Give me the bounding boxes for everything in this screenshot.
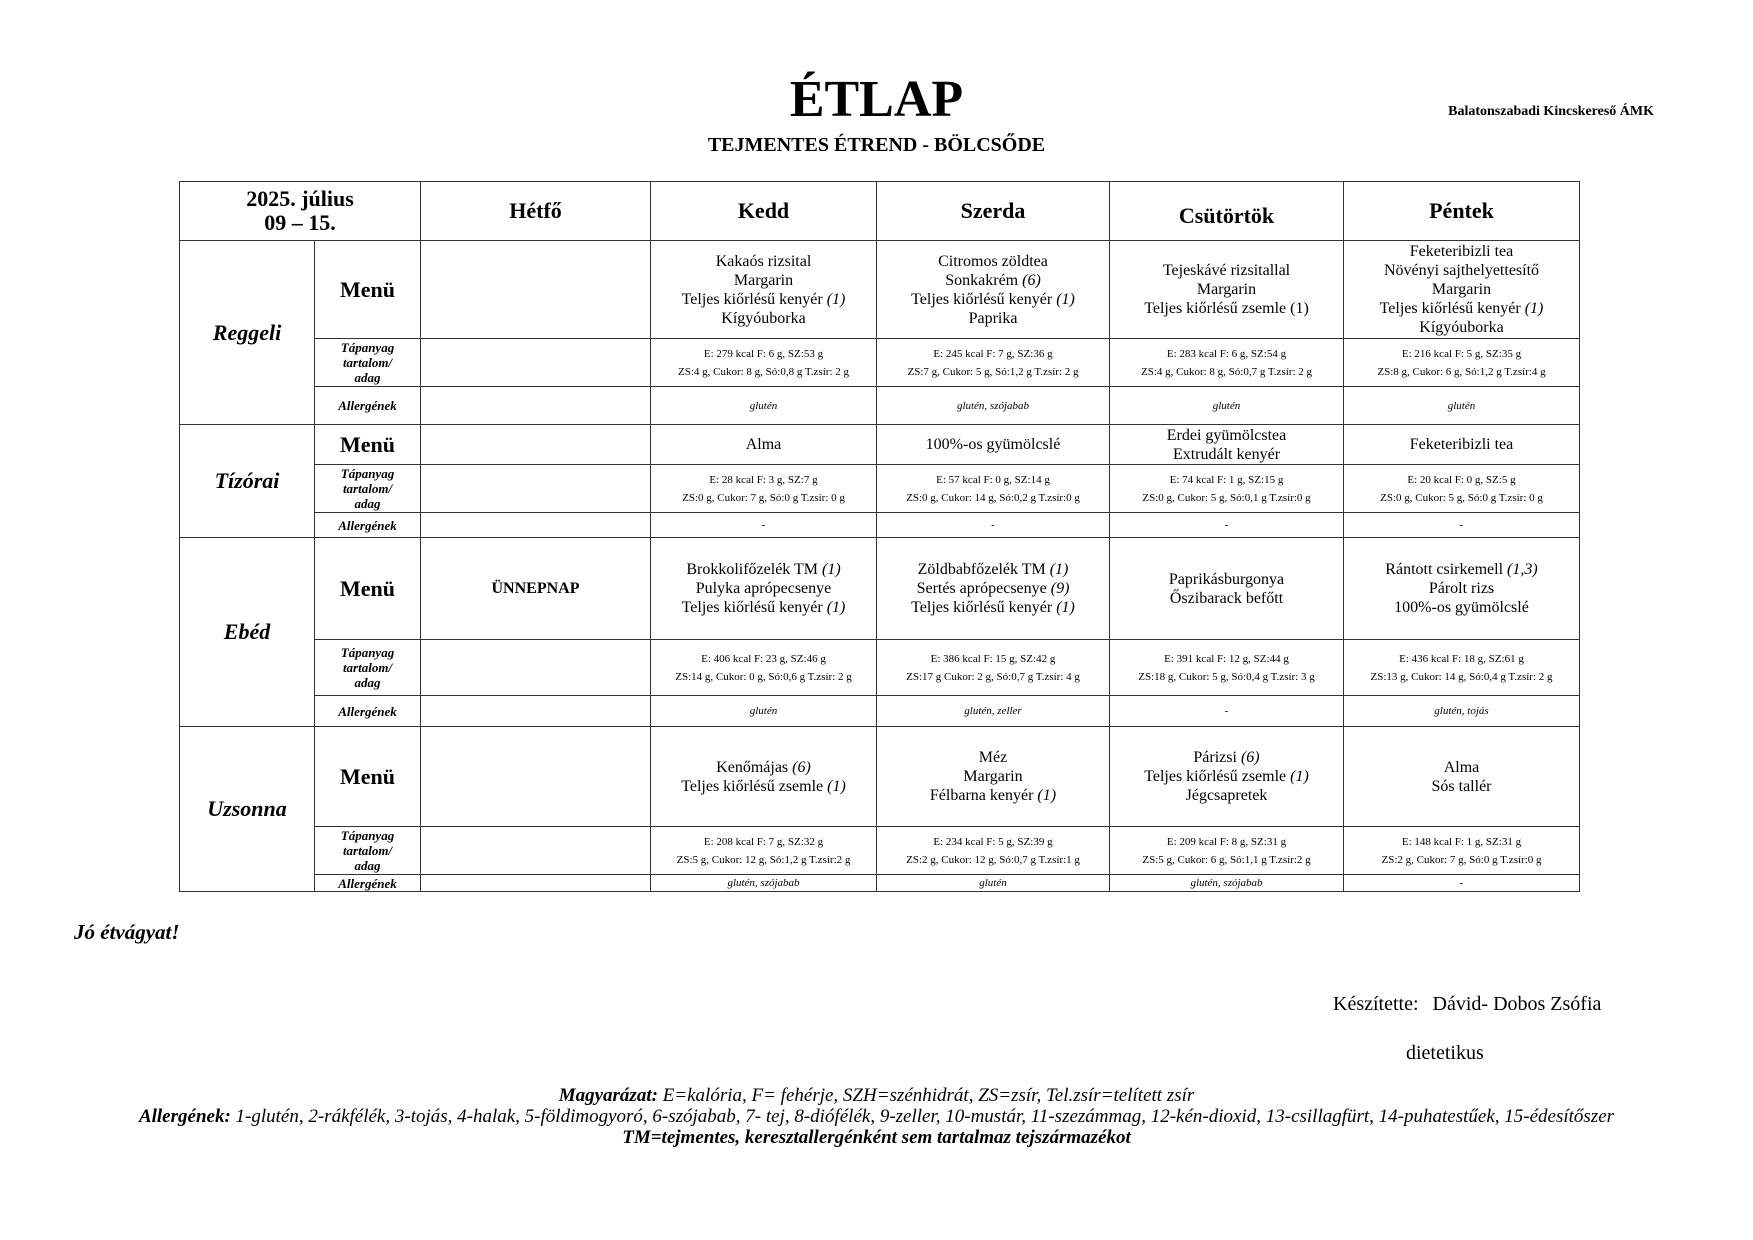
menu-cell-wednesday [877,727,1110,827]
allergen-cell-thursday: glutén, szójabab [1110,875,1344,892]
dish-line [1114,280,1339,299]
row-label-nutrition [315,827,421,875]
menu-cell-wednesday [877,425,1110,465]
dish-allergen-code: (1) [1037,787,1057,804]
dish-name: Teljes kiőrlésű kenyér [681,290,823,308]
dish-name: Pulyka aprópecsenye [695,580,832,597]
dish-name: Extrudált kenyér [1172,445,1281,463]
dish-line [881,271,1105,290]
row-label-menu: Menü [315,241,421,339]
nutrition-label-line: adag [354,496,381,511]
meal-allergen-row [180,513,1580,538]
menu-cell-monday [421,727,651,827]
dish-allergen-code: (9) [1050,580,1070,597]
dish-name: Kakaós rizsital [715,252,812,270]
organization-name: Balatonszabadi Kincskereső ÁMK [1448,104,1654,119]
dish-line [1114,570,1339,589]
dish-name: Méz [978,749,1008,766]
nutrition-cell-wednesday [877,640,1110,696]
menu-cell-friday [1344,727,1580,827]
row-label-nutrition [315,339,421,387]
menu-cell-friday [1344,241,1580,339]
dish-allergen-code: (1) [822,561,841,578]
nutrition-cell-thursday [1110,640,1344,696]
dish-line [1348,318,1575,337]
row-label-nutrition [315,640,421,696]
meal-nutrition-row [180,339,1580,387]
dish-line [1114,786,1339,805]
dish-line [881,309,1105,328]
day-header-monday: Hétfő [421,182,651,241]
nutrition-line-2: ZS:5 g, Cukor: 12 g, Só:1,2 g T.zsír:2 g [676,853,851,866]
nutrition-line-2: ZS:2 g, Cukor: 7 g, Só:0 g T.zsír:0 g [1381,853,1542,866]
nutrition-line-2: ZS:0 g, Cukor: 14 g, Só:0,2 g T.zsír:0 g [906,491,1080,504]
row-label-allergens: Allergének [315,875,421,892]
dish-line [1114,426,1339,445]
nutrition-cell-wednesday [877,339,1110,387]
day-header-tuesday: Kedd [651,182,877,241]
nutrition-line-1: E: 436 kcal F: 18 g, SZ:61 g [1399,652,1524,665]
dish-line [1114,445,1339,464]
nutrition-line-2: ZS:8 g, Cukor: 6 g, Só:1,2 g T.zsír:4 g [1377,365,1546,378]
nutrition-label-line: tartalom/ [342,843,393,858]
meal-allergen-row [180,696,1580,727]
prepared-by-label: Készítette: [1333,993,1419,1015]
tm-note-text: TM=tejmentes, keresztallergénként sem tartalmaz tejszármazékot [622,1127,1131,1148]
allergen-cell-friday: - [1344,513,1580,538]
legend-text: E=kalória, F= fehérje, SZH=szénhidrát, ZS=zsír, Tel.zsír=telített zsír [662,1085,1195,1106]
dish-line [881,435,1105,454]
dish-name: Kígyóuborka [1419,319,1504,336]
allergen-cell-tuesday: glutén [651,696,877,727]
nutrition-label-line: Tápanyag [340,828,395,843]
dish-name: Paprika [968,309,1018,327]
nutrition-line-2: ZS:14 g, Cukor: 0 g, Só:0,6 g T.zsír: 2 g [675,670,852,683]
menu-cell-monday [421,538,651,640]
dish-name: 100%-os gyümölcslé [1394,599,1529,616]
allergen-legend-label: Allergének: [138,1106,231,1127]
day-header-thursday: Csütörtök [1110,182,1344,241]
dish-name: Sertés aprópecsenye [916,580,1047,597]
nutrition-cell-friday [1344,465,1580,513]
nutrition-cell-friday [1344,339,1580,387]
dish-name: Párizsi [1193,749,1237,766]
dish-allergen-code: (1) [1524,300,1544,317]
dish-name: Alma [745,436,782,453]
nutrition-cell-thursday [1110,465,1344,513]
nutrition-line-1: E: 20 kcal F: 0 g, SZ:5 g [1407,473,1516,486]
dish-name: Kígyóuborka [721,309,806,327]
meal-nutrition-row [180,827,1580,875]
nutrition-label-line: adag [354,675,381,690]
menu-table [179,181,1580,892]
nutrition-line-1: E: 209 kcal F: 8 g, SZ:31 g [1166,835,1287,848]
dish-name: Teljes kiőrlésű kenyér [681,599,823,616]
dish-name: Margarin [733,271,794,289]
nutrition-label-line: adag [354,858,381,873]
allergen-cell-tuesday: glutén [651,387,877,425]
dish-line [881,786,1105,805]
dish-line [1114,299,1339,318]
dish-name: Citromos zöldtea [938,252,1048,270]
dish-line [1348,299,1575,318]
nutrition-line-2: ZS:7 g, Cukor: 5 g, Só:1,2 g T.zsír: 2 g [907,365,1079,378]
nutrition-line-1: E: 28 kcal F: 3 g, SZ:7 g [709,473,818,486]
dish-name: Kenőmájas [716,758,789,776]
nutrition-line-1: E: 74 kcal F: 1 g, SZ:15 g [1169,473,1284,486]
allergen-cell-friday: - [1344,875,1580,892]
dish-line [1348,435,1575,454]
menu-cell-tuesday [651,538,877,640]
nutrition-line-1: E: 216 kcal F: 5 g, SZ:35 g [1401,347,1522,360]
dish-allergen-code: (1) [1056,290,1075,308]
allergen-cell-wednesday: glutén, zeller [877,696,1110,727]
dish-name: Sós tallér [1431,777,1492,795]
dish-name: Teljes kiőrlésű kenyér [911,290,1053,308]
dish-name: Rántott csirkemell [1385,561,1504,578]
nutrition-cell-monday [421,465,651,513]
nutrition-label-line: Tápanyag [340,466,395,481]
dish-allergen-code: (6) [1022,271,1041,289]
dish-name: Alma [1443,758,1480,776]
dish-name: Paprikásburgonya [1168,570,1285,588]
nutrition-label-line: tartalom/ [342,660,393,675]
nutrition-line-1: E: 208 kcal F: 7 g, SZ:32 g [703,835,824,848]
meal-nutrition-row [180,465,1580,513]
dish-line [655,435,872,454]
dish-allergen-code: (6) [1240,749,1260,766]
row-label-allergens: Allergének [315,513,421,538]
nutrition-line-2: ZS:4 g, Cukor: 8 g, Só:0,7 g T.zsír: 2 g [1140,365,1312,378]
dish-line [655,579,872,598]
nutrition-label-line: tartalom/ [342,355,393,370]
dish-name: Teljes kiőrlésű kenyér [911,599,1053,616]
menu-cell-monday [421,241,651,339]
nutrition-label-line: Tápanyag [340,340,395,355]
dish-line [1348,242,1575,261]
allergen-cell-thursday: - [1110,696,1344,727]
dish-name: Teljes kiőrlésű zsemle (1) [1144,300,1309,317]
meal-name: Ebéd [180,538,315,727]
page-subtitle: TEJMENTES ÉTREND - BÖLCSŐDE [707,134,1046,156]
allergen-cell-monday [421,387,651,425]
meal-name: Tízórai [180,425,315,538]
header-row [180,182,1580,241]
dish-line [881,252,1105,271]
dish-allergen-code: (1) [1056,599,1075,616]
nutrition-cell-wednesday [877,465,1110,513]
day-header-wednesday: Szerda [877,182,1110,241]
dish-line [1348,579,1575,598]
dish-line [1348,261,1575,280]
dish-name: Feketeribizli tea [1409,243,1514,260]
allergen-cell-tuesday: - [651,513,877,538]
allergen-cell-thursday: glutén [1110,387,1344,425]
nutrition-line-2: ZS:17 g Cukor: 2 g, Só:0,7 g T.zsír: 4 g [906,670,1080,683]
dish-line [655,560,872,579]
dish-line [655,758,872,777]
nutrition-line-2: ZS:0 g, Cukor: 7 g, Só:0 g T.zsír: 0 g [682,491,845,504]
allergen-cell-tuesday: glutén, szójabab [651,875,877,892]
day-header-friday: Péntek [1344,182,1580,241]
row-label-menu: Menü [315,727,421,827]
nutrition-cell-wednesday [877,827,1110,875]
dish-line [655,598,872,617]
menu-cell-tuesday [651,727,877,827]
dish-allergen-code: (1) [1290,768,1309,785]
nutrition-cell-friday [1344,827,1580,875]
menu-cell-tuesday [651,241,877,339]
dish-name: Jégcsapretek [1185,787,1268,804]
dish-line [881,598,1105,617]
nutrition-cell-monday [421,640,651,696]
nutrition-line-1: E: 283 kcal F: 6 g, SZ:54 g [1166,347,1287,360]
dish-name: Teljes kiőrlésű kenyér [1379,300,1521,317]
nutrition-line-1: E: 57 kcal F: 0 g, SZ:14 g [936,473,1050,486]
row-label-allergens: Allergének [315,387,421,425]
row-label-menu: Menü [315,425,421,465]
nutrition-cell-tuesday [651,640,877,696]
dish-name: Növényi sajthelyettesítő [1383,262,1540,279]
dish-line [1348,560,1575,579]
dish-allergen-code: (1,3) [1507,561,1538,578]
nutrition-line-1: E: 148 kcal F: 1 g, SZ:31 g [1401,835,1522,848]
menu-cell-tuesday [651,425,877,465]
meal-menu-row [180,425,1580,465]
dish-line [1348,598,1575,617]
dish-line [655,271,872,290]
allergen-cell-thursday: - [1110,513,1344,538]
menu-cell-friday [1344,425,1580,465]
menu-cell-thursday [1110,241,1344,339]
dish-allergen-code: (6) [792,758,811,776]
nutrition-cell-thursday [1110,339,1344,387]
allergen-cell-monday [421,875,651,892]
dish-line [655,252,872,271]
nutrition-cell-monday [421,339,651,387]
nutrition-cell-tuesday [651,339,877,387]
nutrition-cell-tuesday [651,827,877,875]
row-label-menu: Menü [315,538,421,640]
date-line-2: 09 – 15. [264,210,336,235]
nutrition-cell-thursday [1110,827,1344,875]
dish-name: Zöldbabfőzelék TM [917,561,1046,578]
prepared-by [1333,993,1601,1016]
nutrition-label-line: adag [354,370,381,385]
prepared-by-role: dietetikus [1406,1042,1484,1064]
dish-line [1114,261,1339,280]
legend-line [100,1085,1653,1106]
nutrition-line-2: ZS:0 g, Cukor: 5 g, Só:0 g T.zsír: 0 g [1380,491,1543,504]
menu-cell-thursday [1110,538,1344,640]
dish-line [1114,767,1339,786]
dish-name: Margarin [1196,281,1257,298]
dish-name: Félbarna kenyér [929,787,1034,804]
menu-cell-thursday [1110,425,1344,465]
greeting: Jó étvágyat! [74,920,180,944]
allergen-cell-monday [421,513,651,538]
dish-line [1348,758,1575,777]
allergen-legend-line [100,1106,1653,1127]
tm-note [100,1127,1653,1148]
nutrition-line-1: E: 386 kcal F: 15 g, SZ:42 g [930,652,1056,665]
dish-name: Tejeskávé rizsitallal [1162,262,1291,279]
nutrition-line-1: E: 406 kcal F: 23 g, SZ:46 g [701,652,826,665]
dish-line [881,560,1105,579]
nutrition-line-1: E: 245 kcal F: 7 g, SZ:36 g [933,347,1053,360]
dish-line [1348,280,1575,299]
allergen-legend-text: 1-glutén, 2-rákfélék, 3-tojás, 4-halak, 5-földimogyoró, 6-szójabab, 7- tej, 8-diófélék, 9-zeller, 10-mustár, 11-szezámmag, 12-kén-dioxid, 13-csillagfürt, 14-puhatestűek, 15-édesítőszer [235,1106,1615,1127]
date-cell [180,182,421,241]
nutrition-label-line: Tápanyag [340,645,395,660]
dish-line [1348,777,1575,796]
meal-allergen-row [180,875,1580,892]
dish-name: Teljes kiőrlésű zsemle [1144,768,1287,785]
meal-name: Reggeli [180,241,315,425]
menu-cell-wednesday [877,538,1110,640]
dish-line [881,579,1105,598]
dish-name: Párolt rizs [1428,580,1495,597]
nutrition-line-1: E: 234 kcal F: 5 g, SZ:39 g [933,835,1053,848]
meal-nutrition-row [180,640,1580,696]
dish-name: Margarin [963,768,1023,785]
dish-allergen-code: (1) [827,777,846,795]
dish-name: Sonkakrém [945,271,1019,289]
allergen-cell-friday: glutén, tojás [1344,696,1580,727]
nutrition-line-2: ZS:2 g, Cukor: 12 g, Só:0,7 g T.zsír:1 g [906,853,1080,866]
dish-name: Brokkolifőzelék TM [686,561,819,578]
dish-line [1114,589,1339,608]
dish-line [655,290,872,309]
dish-line [1114,748,1339,767]
dish-name: Feketeribizli tea [1409,436,1514,453]
meal-menu-row [180,241,1580,339]
prepared-by-name: Dávid- Dobos Zsófia [1432,993,1602,1015]
page-title: ÉTLAP [789,71,964,128]
allergen-cell-monday [421,696,651,727]
dish-name: 100%-os gyümölcslé [925,436,1061,453]
nutrition-line-2: ZS:18 g, Cukor: 5 g, Só:0,4 g T.zsír: 3 g [1138,670,1315,683]
dish-line [881,767,1105,786]
holiday-label: ÜNNEPNAP [491,580,580,597]
menu-cell-friday [1344,538,1580,640]
menu-cell-monday [421,425,651,465]
dish-line [881,748,1105,767]
nutrition-line-2: ZS:13 g, Cukor: 14 g, Só:0,4 g T.zsír: 2 g [1370,670,1553,683]
dish-name: Őszibarack befőtt [1169,589,1284,607]
nutrition-line-1: E: 391 kcal F: 12 g, SZ:44 g [1164,652,1289,665]
allergen-cell-friday: glutén [1344,387,1580,425]
menu-cell-thursday [1110,727,1344,827]
meal-menu-row [180,538,1580,640]
dish-allergen-code: (1) [826,290,846,308]
meal-allergen-row [180,387,1580,425]
dish-allergen-code: (1) [1049,561,1069,578]
allergen-cell-wednesday: - [877,513,1110,538]
dish-line [655,777,872,796]
nutrition-cell-friday [1344,640,1580,696]
nutrition-cell-tuesday [651,465,877,513]
row-label-nutrition [315,465,421,513]
nutrition-label-line: tartalom/ [342,481,393,496]
nutrition-line-2: ZS:4 g, Cukor: 8 g, Só:0,8 g T.zsír: 2 g [677,365,849,378]
date-line-1: 2025. július [246,186,354,211]
allergen-cell-wednesday: glutén, szójabab [877,387,1110,425]
nutrition-line-2: ZS:0 g, Cukor: 5 g, Só:0,1 g T.zsír:0 g [1142,491,1311,504]
nutrition-cell-monday [421,827,651,875]
row-label-allergens: Allergének [315,696,421,727]
legend-label: Magyarázat: [558,1085,658,1106]
dish-allergen-code: (1) [826,599,846,616]
dish-name: Margarin [1431,281,1492,298]
nutrition-line-2: ZS:5 g, Cukor: 6 g, Só:1,1 g T.zsír:2 g [1142,853,1311,866]
legend [100,1085,1653,1148]
allergen-cell-wednesday: glutén [877,875,1110,892]
nutrition-line-1: E: 279 kcal F: 6 g, SZ:53 g [703,347,824,360]
menu-cell-wednesday [877,241,1110,339]
meal-menu-row [180,727,1580,827]
dish-name: Erdei gyümölcstea [1166,426,1287,444]
dish-name: Teljes kiőrlésű zsemle [681,777,824,795]
dish-line [881,290,1105,309]
meal-name: Uzsonna [180,727,315,892]
dish-line [655,309,872,328]
